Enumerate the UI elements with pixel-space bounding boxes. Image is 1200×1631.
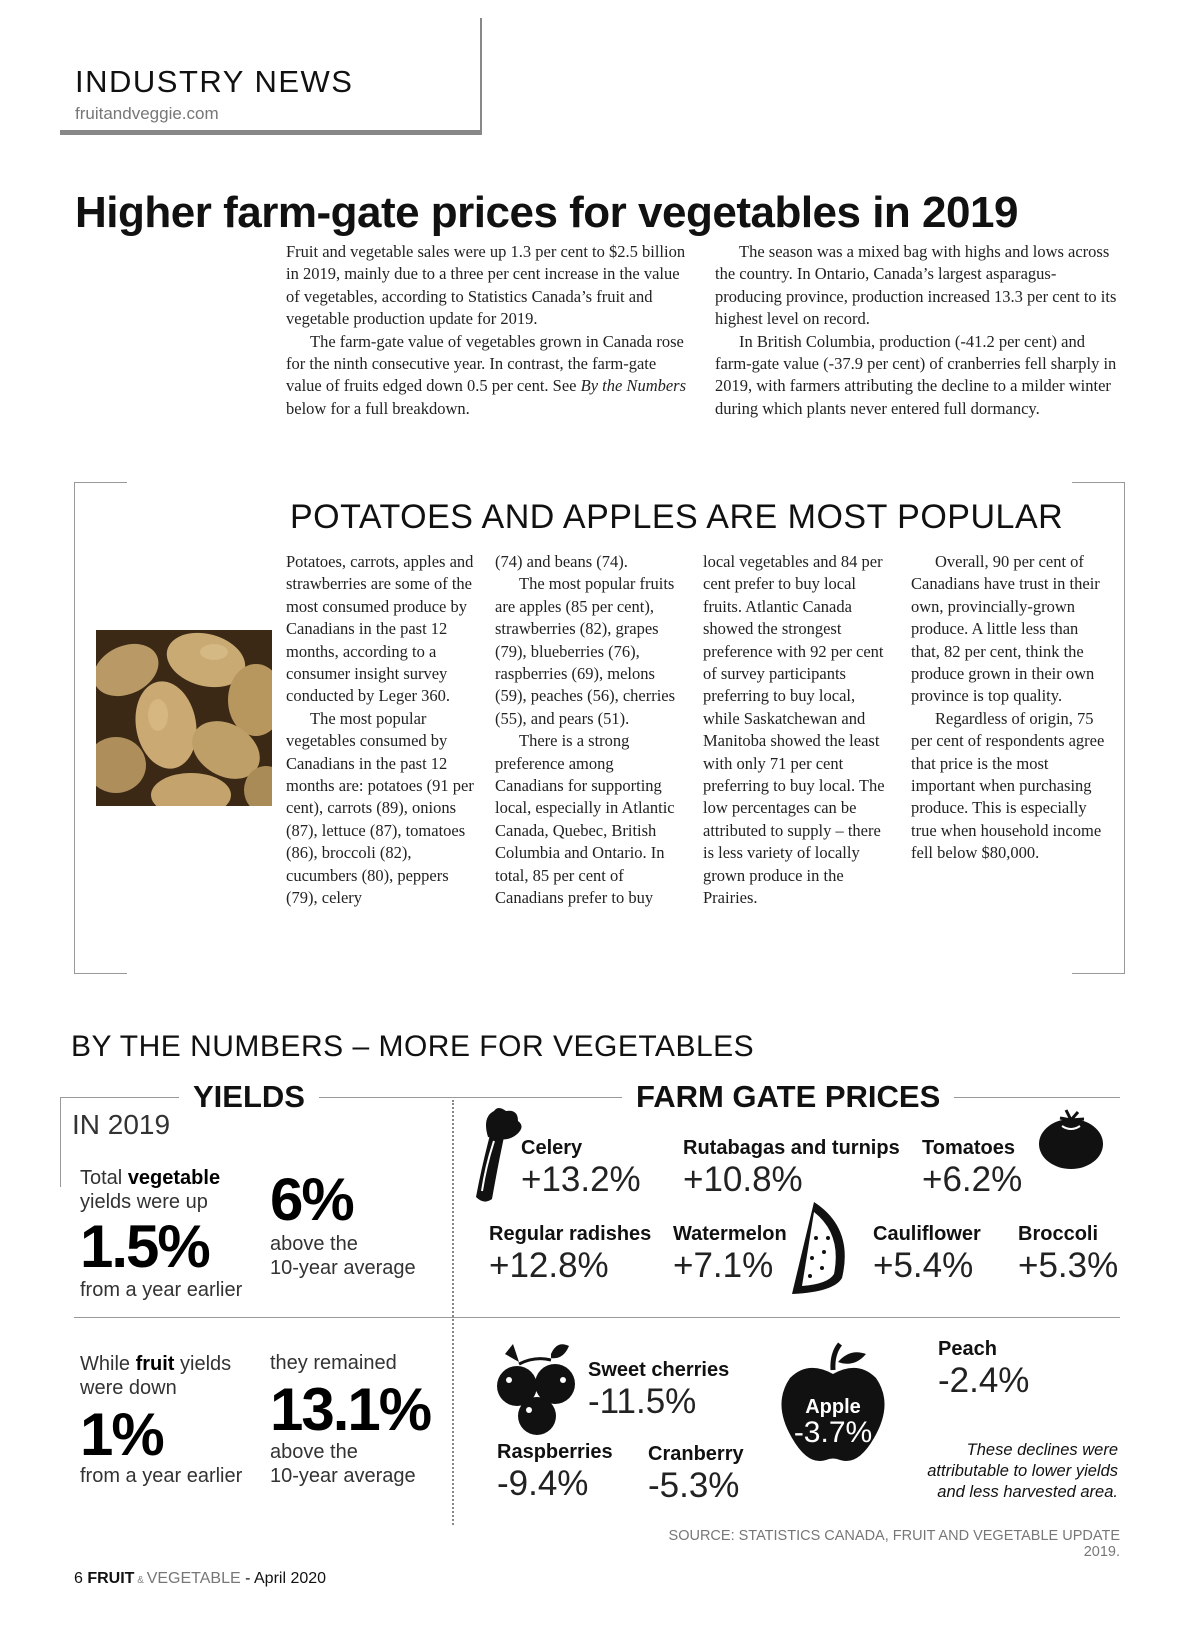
tomato-icon: [1038, 1106, 1104, 1170]
veg-avg-value: 6%: [270, 1166, 353, 1233]
popular-column-1: [286, 551, 476, 910]
popular-paragraph: Overall, 90 per cent of Canadians have trust in their own, provincially-grown produce. A little less than that, 82 per cent, think the produce grown in their own province is top quality.: [911, 552, 1100, 706]
popular-paragraph: Regardless of origin, 75 per cent of respondents agree that price is the most important when purchasing produce. This is especially true when household income fell below $80,000.: [911, 708, 1105, 863]
intro-paragraph: In British Columbia, production (-41.2 per cent) and farm-gate value (-37.9 per cent) of cranberries fell sharply in 2019, with farmers attributing the decline to a milder winter during which plants never entered full dormancy.: [715, 331, 1117, 418]
crop-value-cherries: -11.5%: [588, 1382, 697, 1421]
cherries-icon: [495, 1340, 577, 1436]
yields-year: IN 2019: [72, 1109, 171, 1140]
crop-name-cranberry: Cranberry: [648, 1443, 744, 1465]
fruit-yield-label: While fruit yields were down: [80, 1353, 232, 1399]
crop-name-watermelon: Watermelon: [673, 1223, 787, 1245]
yields-title: YIELDS: [179, 1079, 319, 1115]
source-note: SOURCE: STATISTICS CANADA, FRUIT AND VEGETABLE UPDATE 2019.: [668, 1528, 1120, 1560]
crop-name-cherries: Sweet cherries: [588, 1359, 730, 1381]
crop-value-peach: -2.4%: [938, 1361, 1030, 1400]
crop-value-broccoli: +5.3%: [1018, 1246, 1119, 1285]
crop-name-celery: Celery: [521, 1137, 583, 1159]
crop-value-radishes: +12.8%: [489, 1246, 609, 1285]
infographic-left-rule: [60, 1097, 61, 1187]
crop-value-celery: +13.2%: [521, 1160, 641, 1199]
crop-name-rutabagas: Rutabagas and turnips: [683, 1137, 900, 1159]
crop-value-apple: -3.7%: [793, 1416, 873, 1449]
popular-column-3: [703, 551, 893, 910]
veg-avg-label: above the 10-year average: [270, 1233, 416, 1279]
crop-value-raspberries: -9.4%: [497, 1464, 589, 1503]
crop-value-watermelon: +7.1%: [673, 1246, 774, 1285]
fruit-yield-tail: from a year earlier: [80, 1465, 243, 1487]
fruit-avg-pre: they remained: [270, 1352, 397, 1374]
declines-note: These declines were attributable to lower yields and less harvested area.: [927, 1441, 1118, 1501]
popular-paragraph: There is a strong preference among Canadians for supporting local, especially in Atlantic Canada, Quebec, British Columbia and Ontario. In total, 85 per cent of Canadians prefer to buy: [495, 731, 675, 908]
crop-name-apple: Apple: [805, 1396, 861, 1418]
site-url[interactable]: fruitandveggie.com: [75, 104, 219, 123]
popular-column-4: [911, 551, 1105, 865]
crop-value-rutabagas: +10.8%: [683, 1160, 803, 1199]
veg-yield-tail: from a year earlier: [80, 1279, 243, 1301]
crop-name-peach: Peach: [938, 1338, 997, 1360]
veg-yield-label: Total vegetable yields were up: [80, 1167, 221, 1213]
intro-column-1: [286, 241, 694, 420]
intro-paragraph: Fruit and vegetable sales were up 1.3 per cent to $2.5 billion in 2019, mainly due to a three per cent increase in the value of vegetables, according to Statistics Canada’s fruit and vegetable production update for 2019.: [286, 242, 686, 329]
celery-icon: [468, 1105, 528, 1205]
intro-paragraph: The farm-gate value of vegetables grown in Canada rose for the ninth consecutive year. In contrast, the farm-gate value of fruits edged down 0.5 per cent. See By the Numbers below for a full breakdown.: [286, 331, 687, 418]
infographic-divider: [452, 1100, 454, 1525]
section-title-numbers: BY THE NUMBERS – MORE FOR VEGETABLES: [71, 1030, 755, 1063]
intro-column-2: [715, 241, 1121, 420]
crop-value-tomatoes: +6.2%: [922, 1160, 1023, 1199]
popular-paragraph: The most popular vegetables consumed by Canadians in the past 12 months are: potatoes (91 per cent), carrots (89), onions (87), lettuce (87), tomatoes (86), broccoli (82), cucumbers (80), peppers (79), celery: [286, 708, 474, 908]
popular-paragraph: (74) and beans (74).: [495, 552, 628, 571]
farm-gate-title: FARM GATE PRICES: [622, 1079, 954, 1115]
crop-name-raspberries: Raspberries: [497, 1441, 613, 1463]
section-label: INDUSTRY NEWS: [75, 64, 354, 99]
popular-column-2: [495, 551, 685, 910]
fruit-yield-value: 1%: [80, 1401, 163, 1468]
page-headline: Higher farm-gate prices for vegetables in 2019: [75, 188, 1018, 237]
popular-paragraph: The most popular fruits are apples (85 per cent), strawberries (82), grapes (79), blueberries (76), raspberries (69), melons (59), peaches (56), cherries (55), and pears (51).: [495, 574, 676, 728]
crop-name-broccoli: Broccoli: [1018, 1223, 1099, 1245]
crop-name-radishes: Regular radishes: [489, 1223, 652, 1245]
section-title-popular: POTATOES AND APPLES ARE MOST POPULAR: [290, 498, 1064, 536]
crop-name-tomatoes: Tomatoes: [922, 1137, 1015, 1159]
intro-paragraph: The season was a mixed bag with highs and lows across the country. In Ontario, Canada’s largest asparagus-producing province, production increased 13.3 per cent to its highest level on record.: [715, 242, 1117, 329]
veg-yield-value: 1.5%: [80, 1213, 209, 1280]
crop-value-cranberry: -5.3%: [648, 1466, 740, 1505]
fruit-avg-value: 13.1%: [270, 1376, 431, 1443]
popular-paragraph: Potatoes, carrots, apples and strawberries are some of the most consumed produce by Canadians in the past 12 months, according to a consumer insight survey conducted by Leger 360.: [286, 552, 474, 706]
crop-value-cauliflower: +5.4%: [873, 1246, 974, 1285]
watermelon-icon: [788, 1198, 854, 1298]
crop-name-cauliflower: Cauliflower: [873, 1223, 981, 1245]
fruit-avg-label: above the 10-year average: [270, 1441, 416, 1487]
popular-paragraph: local vegetables and 84 per cent prefer to buy local fruits. Atlantic Canada showed the strongest preference with 92 per cent of survey participants preferring to buy local, while Saskatchewan and Manitoba showed the least with only 71 per cent preferring to buy local. The low percentages can be attributed to supply – there is less variety of locally grown produce in the Prairies.: [703, 552, 885, 908]
infographic-middle-rule: [74, 1317, 1120, 1318]
page-footer: 6 FRUIT & VEGETABLE - April 2020: [74, 1570, 327, 1587]
potatoes-photo: [96, 630, 272, 806]
